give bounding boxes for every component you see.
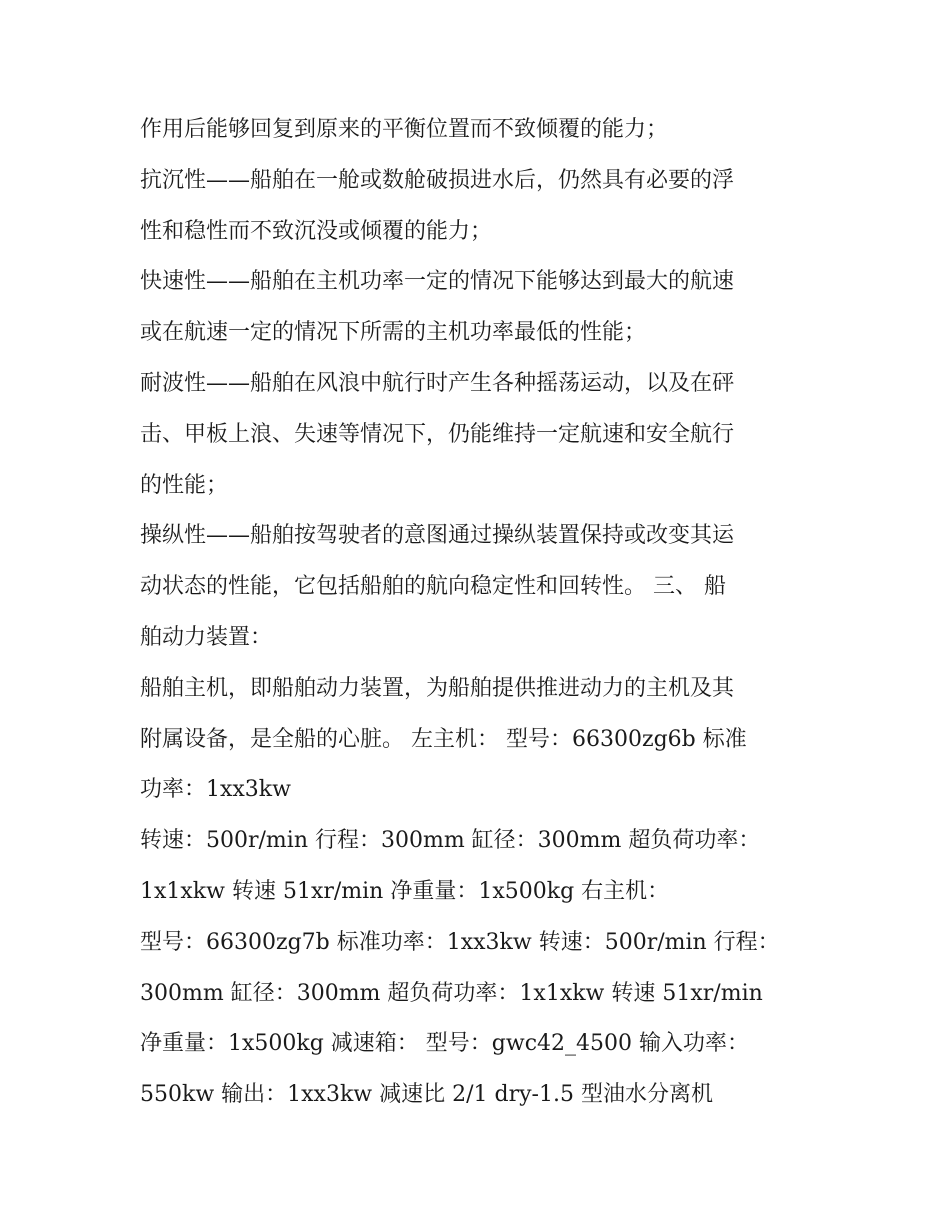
text-line: 操纵性——船舶按驾驶者的意图通过操纵装置保持或改变其运: [140, 523, 735, 549]
text-line: 型号：66300zg7b 标准功率：1xx3kw 转速：500r/min 行程：: [140, 929, 780, 955]
text-line: 击、甲板上浪、失速等情况下，仍能维持一定航速和安全航行: [140, 421, 735, 447]
text-line: 的性能；: [140, 472, 229, 498]
text-line: 附属设备，是全船的心脏。 左主机： 型号：66300zg6b 标准: [140, 726, 747, 752]
body-text: [140, 105, 830, 1121]
text-line: 作用后能够回复到原来的平衡位置而不致倾覆的能力；: [140, 117, 669, 142]
text-line: 300mm 缸径：300mm 超负荷功率：1x1xkw 转速 51xr/min: [140, 980, 763, 1006]
text-line: 功率：1xx3kw: [140, 777, 291, 803]
text-line: 舶动力装置：: [140, 624, 273, 650]
text-line: 抗沉性——船舶在一舱或数舱破损进水后，仍然具有必要的浮: [140, 167, 735, 193]
text-line: 船舶主机，即船舶动力装置，为船舶提供推进动力的主机及其: [140, 675, 735, 701]
text-line: 净重量：1x500kg 减速箱： 型号：gwc42_4500 输入功率：: [140, 1031, 750, 1057]
text-line: 性和稳性而不致沉没或倾覆的能力；: [140, 218, 493, 244]
text-line: 转速：500r/min 行程：300mm 缸径：300mm 超负荷功率：: [140, 828, 761, 854]
text-line: 快速性——船舶在主机功率一定的情况下能够达到最大的航速: [140, 269, 735, 295]
text-line: 1x1xkw 转速 51xr/min 净重量：1x500kg 右主机：: [140, 878, 670, 904]
text-line: 或在航速一定的情况下所需的主机功率最低的性能；: [140, 320, 647, 346]
text-line: 耐波性——船舶在风浪中航行时产生各种摇荡运动，以及在砰: [140, 370, 735, 396]
text-line: 550kw 输出：1xx3kw 减速比 2/1 dry-1.5 型油水分离机: [140, 1082, 713, 1108]
text-line: 动状态的性能，它包括船舶的航向稳定性和回转性。 三、 船: [140, 574, 726, 600]
